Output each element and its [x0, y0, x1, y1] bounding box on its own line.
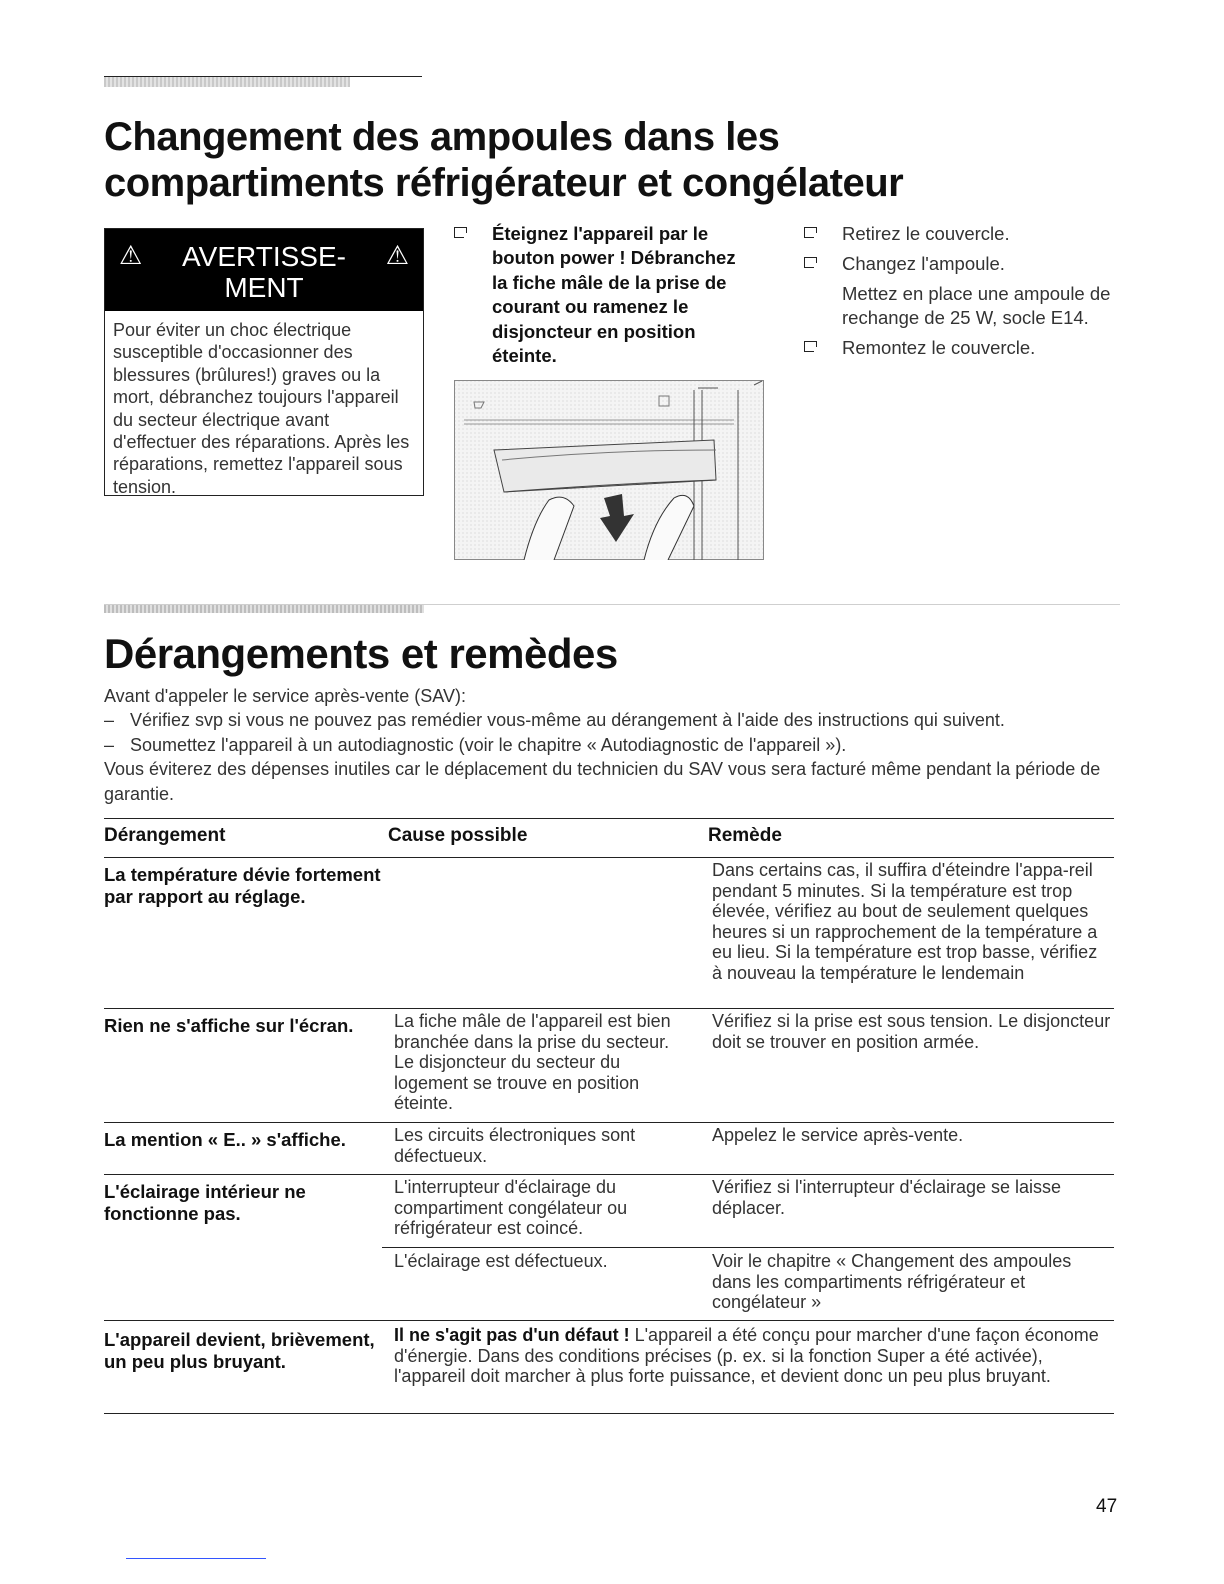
intro-bullet: – Soumettez l'appareil à un autodiagnostic (voir le chapitre « Autodiagnostic de l'appareil »). [104, 733, 1114, 757]
footer-link-line [126, 1558, 266, 1559]
intro-line: Avant d'appeler le service après-vente (SAV): [104, 686, 466, 706]
header-cause: Cause possible [388, 825, 528, 846]
remedy-cell: Vérifiez si l'interrupteur d'éclairage se laisse déplacer. [712, 1177, 1062, 1218]
bulb-cover-illustration [454, 380, 764, 560]
problem-cell: La mention « E.. » s'affiche. [104, 1129, 346, 1150]
section-title-bulbs [104, 114, 1104, 206]
intro-note: Vous éviterez des dépenses inutiles car le déplacement du technicien du SAV vous sera facturé même pendant la période de garantie. [104, 759, 1101, 804]
cause-cell: La fiche mâle de l'appareil est bien branchée dans la prise du secteur. Le disjoncteur du secteur du logement se trouve en position éteinte. [394, 1011, 671, 1113]
warning-text: Pour éviter un choc électrique susceptible d'occasionner des blessures (brûlures!) graves ou la mort, débranchez toujours l'appareil du secteur électrique avant d'effectuer des réparations. Après les réparations, remettez l'appareil sous tension. [113, 320, 410, 497]
warning-box [104, 228, 424, 496]
top-rule-shade [104, 77, 350, 87]
cause-cell: L'interrupteur d'éclairage du compartiment congélateur ou réfrigérateur est coincé. [394, 1177, 628, 1238]
step-power-off [454, 222, 754, 368]
checkbox-bullet-icon [804, 227, 814, 238]
checkbox-bullet-icon [454, 227, 464, 238]
remedy-cell [394, 1325, 1104, 1387]
intro-text [104, 684, 1114, 806]
problem-cell: Rien ne s'affiche sur l'écran. [104, 1015, 354, 1036]
cause-cell: L'éclairage est défectueux. [394, 1251, 608, 1271]
sub-row-divider [382, 1247, 1114, 1248]
table-row [104, 1123, 1114, 1175]
remedy-cell: Dans certains cas, il suffira d'éteindre l'appa-reil pendant 5 minutes. Si la température est trop élevée, vérifiez au bout de seulement quelques heures si un rapprochement de la température a eu lieu. Si la température est trop basse, vérifiez à nouveau la température le lendemain [712, 860, 1098, 983]
header-problem: Dérangement [104, 825, 226, 846]
step-text: Changez l'ampoule. [842, 253, 1005, 274]
bulb-spec-note: Mettez en place une ampoule de rechange de 25 W, socle E14. [842, 283, 1111, 328]
power-step-list [454, 222, 754, 368]
table-row [104, 1009, 1114, 1123]
troubleshooting-table [104, 818, 1114, 1414]
remedy-cell: Appelez le service après-vente. [712, 1125, 964, 1145]
table-row [104, 1175, 1114, 1321]
remedy-text: L'appareil a été conçu pour marcher d'une façon économe d'énergie. Dans des conditions précises (p. ex. si la fonction Super a été activée), l'appareil doit marcher à plus forte puissance, et devient donc un peu plus bruyant. [394, 1325, 1099, 1386]
warning-triangle-icon: ⚠ [385, 240, 409, 270]
warning-title-2: MENT [224, 272, 304, 303]
step-text: Remontez le couvercle. [842, 337, 1036, 358]
warning-header [105, 229, 423, 311]
section-title-troubleshooting: Dérangements et remèdes [104, 630, 618, 677]
problem-cell: L'éclairage intérieur ne fonctionne pas. [104, 1181, 306, 1225]
step-remove-cover [804, 222, 1124, 246]
replacement-step-list [804, 222, 1124, 366]
step-text: Retirez le couvercle. [842, 223, 1010, 244]
table-header [104, 818, 1114, 858]
problem-cell: La température dévie fortement par rapport au réglage. [104, 864, 381, 908]
remedy-emphasis: Il ne s'agit pas d'un défaut ! [394, 1325, 630, 1345]
table-row [104, 858, 1114, 1009]
checkbox-bullet-icon [804, 257, 814, 268]
step-change-bulb [804, 252, 1124, 330]
section-rule-shade [104, 605, 424, 613]
step-refit-cover [804, 336, 1124, 360]
remedy-cell: Voir le chapitre « Changement des ampoules dans les compartiments réfrigérateur et congélateur » [712, 1251, 1072, 1312]
title-line-1: Changement des ampoules dans les [104, 115, 780, 159]
title-line-2: compartiments réfrigérateur et congélateur [104, 161, 904, 205]
problem-cell: L'appareil devient, brièvement, un peu plus bruyant. [104, 1329, 375, 1373]
cause-cell: Les circuits électroniques sont défectueux. [394, 1125, 636, 1166]
intro-bullet: – Vérifiez svp si vous ne pouvez pas remédier vous-même au dérangement à l'aide des instructions qui suivent. [104, 708, 1114, 732]
header-remedy: Remède [708, 825, 782, 846]
table-row [104, 1321, 1114, 1414]
page-number: 47 [1096, 1496, 1118, 1517]
remedy-cell: Vérifiez si la prise est sous tension. Le disjoncteur doit se trouver en position armée. [712, 1011, 1111, 1052]
warning-triangle-icon: ⚠ [119, 240, 143, 270]
warning-title-1: AVERTISSE- [182, 241, 346, 272]
step-power-text: Éteignez l'appareil par le bouton power ! Débranchez la fiche mâle de la prise de courant ou ramenez le disjoncteur en position éteinte. [492, 223, 736, 367]
checkbox-bullet-icon [804, 341, 814, 352]
